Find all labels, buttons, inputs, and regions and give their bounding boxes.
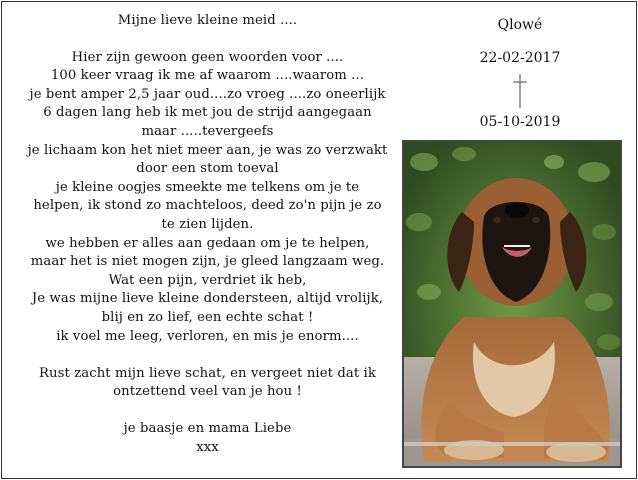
poem-line: 100 keer vraag ik me af waarom ....waarom ...: [50, 68, 365, 84]
poem-title: Mijne lieve kleine meid ....: [117, 13, 298, 28]
pet-name: Qlowé: [497, 17, 543, 33]
poem-line: ik voel me leeg, verloren, en mis je enorm....: [56, 328, 359, 344]
poem-line: maar het is niet mogen zijn, je gleed langzaam weg.: [30, 254, 385, 270]
stanza-gap: [10, 346, 405, 365]
poem-line: door een stom toeval: [136, 161, 279, 177]
dog-photo: [402, 140, 622, 468]
signature-kisses: xxx: [196, 440, 219, 456]
poem-line: helpen, ik stond zo machteloos, deed zo'n pijn je zo: [33, 198, 382, 214]
poem-line: Rust zacht mijn lieve schat, en vergeet niet dat ik: [39, 365, 376, 381]
birth-date: 22-02-2017: [479, 50, 561, 66]
signature-line: je baasje en mama Liebe: [123, 421, 292, 437]
memorial-header: [406, 12, 634, 133]
poem-line: je bent amper 2,5 jaar oud....zo vroeg ....zo oneerlijk: [29, 86, 386, 102]
poem-line: maar .....tevergeefs: [141, 123, 274, 139]
poem-line: je lichaam kon het niet meer aan, je was zo verzwakt: [27, 142, 388, 158]
dog-photo-illustration: [404, 142, 620, 466]
poem-line: 6 dagen lang heb ik met jou de strijd aangegaan: [43, 105, 372, 121]
poem-line: Je was mijne lieve kleine dondersteen, altijd vrolijk,: [31, 291, 384, 307]
poem-line: blij en zo lief, een echte schat !: [101, 309, 314, 325]
death-date: 05-10-2019: [479, 114, 561, 130]
poem: [10, 12, 405, 458]
poem-line: je kleine oogjes smeekte me telkens om je te: [55, 179, 360, 195]
poem-line: we hebben er alles aan gedaan om je te helpen,: [45, 235, 370, 251]
poem-line: te zien lijden.: [161, 216, 254, 232]
poem-line: Hier zijn gewoon geen woorden voor ....: [71, 49, 344, 65]
poem-line: Wat een pijn, verdriet ik heb,: [108, 272, 307, 288]
memorial-card: [1, 1, 637, 479]
cross-icon: [512, 73, 528, 109]
poem-line: ontzettend veel van je hou !: [113, 384, 302, 400]
stanza-gap: [10, 402, 405, 421]
